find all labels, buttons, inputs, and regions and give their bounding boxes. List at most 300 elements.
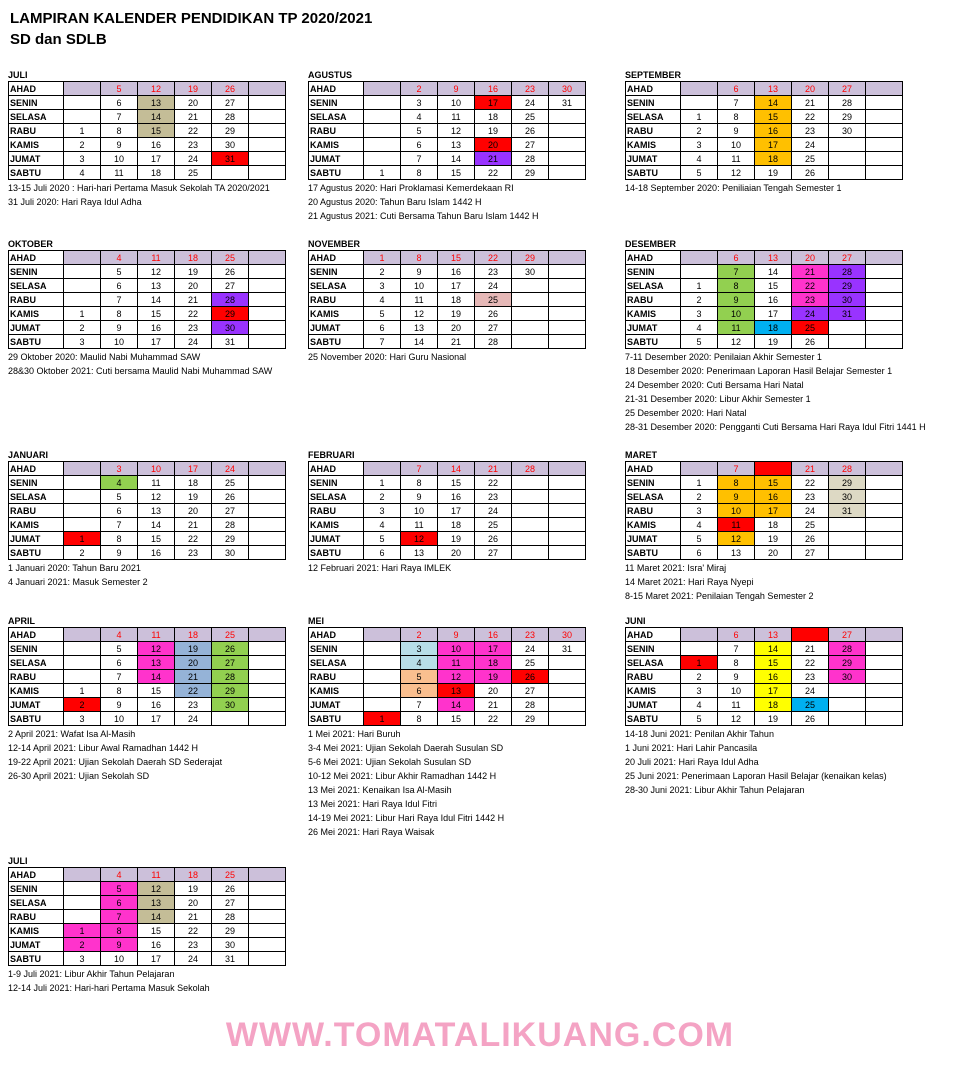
date-cell: [549, 124, 586, 138]
week-row: [9, 251, 286, 265]
note-item: 3-4 Mei 2021: Ujian Sekolah Daerah Susulan SD: [308, 743, 504, 753]
date-cell: 2: [364, 490, 401, 504]
date-cell: 26: [475, 307, 512, 321]
date-cell: 19: [438, 532, 475, 546]
month-juni-11: [625, 615, 925, 797]
date-cell: 23: [175, 698, 212, 712]
date-cell: 10: [718, 684, 755, 698]
date-cell: 28: [829, 96, 866, 110]
date-cell: 26: [212, 882, 249, 896]
date-cell: [64, 490, 101, 504]
weekday-label: RABU: [9, 504, 64, 518]
date-cell: [249, 628, 286, 642]
date-cell: 20: [175, 96, 212, 110]
date-cell: 19: [475, 124, 512, 138]
date-cell: 2: [401, 628, 438, 642]
date-cell: 7: [101, 670, 138, 684]
date-cell: 20: [175, 656, 212, 670]
date-cell: 18: [175, 251, 212, 265]
date-cell: 20: [175, 896, 212, 910]
date-cell: 3: [364, 504, 401, 518]
date-cell: 12: [438, 124, 475, 138]
weekday-label: RABU: [9, 124, 64, 138]
week-row: [9, 462, 286, 476]
date-cell: [249, 504, 286, 518]
date-cell: 19: [175, 265, 212, 279]
date-cell: 8: [718, 110, 755, 124]
date-cell: 25: [475, 293, 512, 307]
week-row: [626, 279, 903, 293]
month-notes: [625, 727, 925, 797]
date-cell: 31: [829, 307, 866, 321]
title-line-2: SD dan SDLB: [10, 31, 107, 48]
date-cell: 29: [512, 251, 549, 265]
month-name: MEI: [308, 616, 325, 626]
date-cell: 29: [212, 532, 249, 546]
date-cell: 1: [64, 124, 101, 138]
weekday-label: SELASA: [9, 279, 64, 293]
date-cell: 1: [64, 924, 101, 938]
date-cell: [549, 307, 586, 321]
date-cell: 16: [755, 670, 792, 684]
date-cell: 22: [475, 251, 512, 265]
note-item: 7-11 Desember 2020: Penilaian Akhir Semester 1: [625, 352, 822, 362]
date-cell: [364, 698, 401, 712]
month-notes: [8, 181, 308, 209]
date-cell: 14: [755, 96, 792, 110]
date-cell: [249, 307, 286, 321]
month-notes: [625, 561, 925, 603]
week-row: [9, 476, 286, 490]
date-cell: 28: [212, 670, 249, 684]
month-table: [625, 81, 903, 180]
date-cell: 26: [212, 265, 249, 279]
week-row: [9, 896, 286, 910]
date-cell: 29: [212, 684, 249, 698]
date-cell: 17: [175, 462, 212, 476]
date-cell: [249, 656, 286, 670]
date-cell: 25: [792, 518, 829, 532]
week-row: [626, 152, 903, 166]
weekday-label: RABU: [9, 670, 64, 684]
week-row: [626, 166, 903, 180]
date-cell: 15: [438, 166, 475, 180]
date-cell: 21: [175, 293, 212, 307]
date-cell: 23: [792, 293, 829, 307]
date-cell: 18: [175, 476, 212, 490]
date-cell: 16: [755, 124, 792, 138]
month-table: [625, 250, 903, 349]
date-cell: 22: [475, 166, 512, 180]
weekday-label: RABU: [626, 293, 681, 307]
weekday-label: JUMAT: [309, 152, 364, 166]
date-cell: [866, 166, 903, 180]
date-cell: 30: [829, 293, 866, 307]
date-cell: [249, 138, 286, 152]
date-cell: [866, 712, 903, 726]
date-cell: 9: [101, 321, 138, 335]
date-cell: 8: [401, 166, 438, 180]
date-cell: [681, 82, 718, 96]
date-cell: [512, 335, 549, 349]
date-cell: [249, 490, 286, 504]
date-cell: 24: [512, 642, 549, 656]
month-name: JANUARI: [8, 450, 49, 460]
date-cell: 28: [512, 698, 549, 712]
week-row: [309, 138, 586, 152]
date-cell: 26: [212, 82, 249, 96]
date-cell: 25: [212, 476, 249, 490]
date-cell: 21: [175, 670, 212, 684]
date-cell: [549, 476, 586, 490]
date-cell: 21: [438, 335, 475, 349]
date-cell: 3: [401, 642, 438, 656]
week-row: [9, 124, 286, 138]
weekday-label: KAMIS: [309, 138, 364, 152]
week-row: [9, 882, 286, 896]
weekday-label: RABU: [9, 910, 64, 924]
date-cell: 4: [64, 166, 101, 180]
date-cell: [866, 462, 903, 476]
week-row: [309, 462, 586, 476]
date-cell: 2: [64, 938, 101, 952]
date-cell: 19: [755, 712, 792, 726]
note-item: 12 Februari 2021: Hari Raya IMLEK: [308, 563, 452, 573]
date-cell: 26: [792, 712, 829, 726]
date-cell: 15: [138, 124, 175, 138]
date-cell: 30: [549, 628, 586, 642]
date-cell: 19: [755, 335, 792, 349]
date-cell: 22: [792, 656, 829, 670]
date-cell: 27: [512, 138, 549, 152]
weekday-label: SELASA: [309, 490, 364, 504]
date-cell: [249, 96, 286, 110]
date-cell: 16: [475, 628, 512, 642]
date-cell: 17: [475, 642, 512, 656]
weekday-label: SABTU: [626, 546, 681, 560]
date-cell: 29: [512, 712, 549, 726]
date-cell: 6: [101, 96, 138, 110]
week-row: [626, 110, 903, 124]
date-cell: [249, 293, 286, 307]
week-row: [626, 138, 903, 152]
date-cell: 5: [364, 532, 401, 546]
weekday-label: KAMIS: [9, 518, 64, 532]
month-notes: [8, 561, 308, 589]
date-cell: 10: [101, 712, 138, 726]
date-cell: 3: [64, 152, 101, 166]
date-cell: 30: [512, 265, 549, 279]
date-cell: 8: [101, 924, 138, 938]
date-cell: 11: [718, 518, 755, 532]
date-cell: 13: [438, 138, 475, 152]
date-cell: [866, 124, 903, 138]
week-row: [626, 82, 903, 96]
date-cell: 19: [475, 670, 512, 684]
month-name: APRIL: [8, 616, 35, 626]
week-row: [9, 642, 286, 656]
date-cell: [549, 656, 586, 670]
date-cell: 24: [792, 504, 829, 518]
weekday-label: SELASA: [309, 279, 364, 293]
date-cell: [829, 335, 866, 349]
weekday-label: SELASA: [309, 656, 364, 670]
date-cell: [866, 265, 903, 279]
weekday-label: KAMIS: [9, 307, 64, 321]
date-cell: 24: [175, 712, 212, 726]
date-cell: 16: [138, 698, 175, 712]
date-cell: [364, 670, 401, 684]
date-cell: 13: [755, 251, 792, 265]
week-row: [9, 490, 286, 504]
date-cell: 24: [792, 138, 829, 152]
weekday-label: SABTU: [309, 166, 364, 180]
date-cell: 28: [829, 265, 866, 279]
date-cell: 21: [475, 698, 512, 712]
date-cell: 10: [718, 504, 755, 518]
weekday-label: RABU: [309, 124, 364, 138]
month-notes: [308, 727, 608, 839]
date-cell: 29: [829, 110, 866, 124]
date-cell: 18: [475, 656, 512, 670]
weekday-label: JUMAT: [309, 321, 364, 335]
date-cell: 19: [175, 882, 212, 896]
date-cell: 17: [755, 307, 792, 321]
date-cell: 31: [212, 335, 249, 349]
week-row: [9, 656, 286, 670]
date-cell: 6: [101, 896, 138, 910]
date-cell: 1: [364, 251, 401, 265]
date-cell: [829, 698, 866, 712]
date-cell: 15: [755, 656, 792, 670]
date-cell: 26: [212, 642, 249, 656]
month-juli-0: [8, 69, 308, 209]
date-cell: 20: [438, 321, 475, 335]
date-cell: 16: [475, 82, 512, 96]
date-cell: 12: [138, 882, 175, 896]
weekday-label: JUMAT: [626, 698, 681, 712]
week-row: [309, 307, 586, 321]
note-item: 17 Agustus 2020: Hari Proklamasi Kemerdekaan RI: [308, 183, 514, 193]
date-cell: [866, 138, 903, 152]
date-cell: 1: [364, 712, 401, 726]
date-cell: [64, 896, 101, 910]
date-cell: [681, 642, 718, 656]
weekday-label: JUMAT: [9, 532, 64, 546]
date-cell: [249, 952, 286, 966]
month-notes: [625, 350, 925, 434]
date-cell: [364, 82, 401, 96]
date-cell: 17: [138, 952, 175, 966]
date-cell: [512, 546, 549, 560]
date-cell: [249, 82, 286, 96]
date-cell: 30: [212, 546, 249, 560]
date-cell: 14: [401, 335, 438, 349]
note-item: 13-15 Juli 2020 : Hari-hari Pertama Masuk Sekolah TA 2020/2021: [8, 183, 270, 193]
date-cell: [364, 462, 401, 476]
date-cell: [249, 518, 286, 532]
week-row: [9, 166, 286, 180]
date-cell: [249, 110, 286, 124]
date-cell: [512, 518, 549, 532]
weekday-label: RABU: [626, 670, 681, 684]
week-row: [626, 532, 903, 546]
date-cell: 29: [212, 307, 249, 321]
date-cell: [64, 504, 101, 518]
date-cell: 30: [212, 138, 249, 152]
date-cell: 10: [101, 335, 138, 349]
weekday-label: SABTU: [626, 712, 681, 726]
date-cell: 9: [438, 628, 475, 642]
date-cell: 19: [175, 642, 212, 656]
date-cell: [64, 868, 101, 882]
date-cell: 13: [138, 279, 175, 293]
date-cell: 7: [718, 642, 755, 656]
date-cell: [249, 321, 286, 335]
note-item: 11 Maret 2021: Isra' Miraj: [625, 563, 727, 573]
weekday-label: KAMIS: [626, 307, 681, 321]
date-cell: 19: [175, 82, 212, 96]
date-cell: [249, 152, 286, 166]
weekday-label: SELASA: [9, 490, 64, 504]
date-cell: 7: [101, 910, 138, 924]
date-cell: 16: [138, 138, 175, 152]
month-notes: [308, 181, 608, 223]
date-cell: [512, 279, 549, 293]
date-cell: [212, 712, 249, 726]
date-cell: 7: [364, 335, 401, 349]
weekday-label: RABU: [309, 504, 364, 518]
weekday-label: SELASA: [9, 110, 64, 124]
weekday-label: RABU: [9, 293, 64, 307]
date-cell: 22: [175, 684, 212, 698]
date-cell: 8: [401, 712, 438, 726]
date-cell: [829, 152, 866, 166]
date-cell: 18: [755, 518, 792, 532]
note-item: 13 Mei 2021: Kenaikan Isa Al-Masih: [308, 785, 452, 795]
date-cell: 14: [138, 518, 175, 532]
date-cell: [549, 462, 586, 476]
date-cell: 17: [755, 138, 792, 152]
date-cell: 4: [681, 518, 718, 532]
date-cell: 7: [401, 152, 438, 166]
week-row: [9, 546, 286, 560]
week-row: [309, 265, 586, 279]
date-cell: 30: [212, 938, 249, 952]
date-cell: 24: [175, 335, 212, 349]
date-cell: 15: [438, 712, 475, 726]
date-cell: [866, 476, 903, 490]
note-item: 20 Agustus 2020: Tahun Baru Islam 1442 H: [308, 197, 482, 207]
week-row: [309, 335, 586, 349]
date-cell: 26: [792, 532, 829, 546]
weekday-label: AHAD: [9, 251, 64, 265]
date-cell: 29: [829, 476, 866, 490]
date-cell: 20: [175, 279, 212, 293]
weekday-label: JUMAT: [309, 698, 364, 712]
date-cell: [866, 504, 903, 518]
date-cell: [249, 462, 286, 476]
date-cell: 8: [101, 532, 138, 546]
date-cell: 3: [101, 462, 138, 476]
date-cell: 4: [681, 152, 718, 166]
week-row: [309, 251, 586, 265]
date-cell: 18: [755, 698, 792, 712]
date-cell: 10: [101, 952, 138, 966]
date-cell: 9: [101, 138, 138, 152]
date-cell: [64, 656, 101, 670]
date-cell: 14: [138, 670, 175, 684]
date-cell: [681, 96, 718, 110]
weekday-label: SENIN: [626, 265, 681, 279]
weekday-label: SABTU: [9, 952, 64, 966]
date-cell: [364, 138, 401, 152]
date-cell: [64, 628, 101, 642]
date-cell: [866, 279, 903, 293]
date-cell: [866, 642, 903, 656]
date-cell: 24: [475, 504, 512, 518]
date-cell: 3: [64, 952, 101, 966]
date-cell: 31: [549, 642, 586, 656]
date-cell: 11: [138, 476, 175, 490]
date-cell: 27: [212, 96, 249, 110]
date-cell: 9: [401, 490, 438, 504]
date-cell: 2: [681, 670, 718, 684]
weekday-label: SABTU: [9, 546, 64, 560]
date-cell: 20: [755, 546, 792, 560]
week-row: [626, 656, 903, 670]
date-cell: 17: [438, 279, 475, 293]
date-cell: 25: [792, 152, 829, 166]
date-cell: 5: [401, 670, 438, 684]
date-cell: [512, 293, 549, 307]
date-cell: 18: [138, 166, 175, 180]
weekday-label: SENIN: [9, 882, 64, 896]
weekday-label: SABTU: [9, 712, 64, 726]
date-cell: [866, 698, 903, 712]
date-cell: 8: [401, 251, 438, 265]
date-cell: 16: [438, 490, 475, 504]
week-row: [309, 628, 586, 642]
date-cell: 25: [212, 628, 249, 642]
date-cell: [512, 307, 549, 321]
date-cell: [212, 166, 249, 180]
date-cell: [681, 462, 718, 476]
date-cell: 22: [175, 924, 212, 938]
date-cell: 7: [401, 462, 438, 476]
note-item: 8-15 Maret 2021: Penilaian Tengah Semester 2: [625, 591, 814, 601]
month-name: JUNI: [625, 616, 646, 626]
week-row: [309, 642, 586, 656]
date-cell: [866, 293, 903, 307]
date-cell: 5: [101, 490, 138, 504]
date-cell: 14: [138, 910, 175, 924]
date-cell: 12: [138, 490, 175, 504]
date-cell: 23: [175, 138, 212, 152]
date-cell: 4: [681, 321, 718, 335]
date-cell: 8: [101, 307, 138, 321]
date-cell: [249, 265, 286, 279]
weekday-label: SABTU: [309, 712, 364, 726]
date-cell: 27: [512, 684, 549, 698]
date-cell: 8: [718, 476, 755, 490]
week-row: [9, 518, 286, 532]
date-cell: 5: [364, 307, 401, 321]
date-cell: 17: [138, 712, 175, 726]
date-cell: 4: [101, 868, 138, 882]
date-cell: 8: [718, 656, 755, 670]
date-cell: 21: [175, 910, 212, 924]
